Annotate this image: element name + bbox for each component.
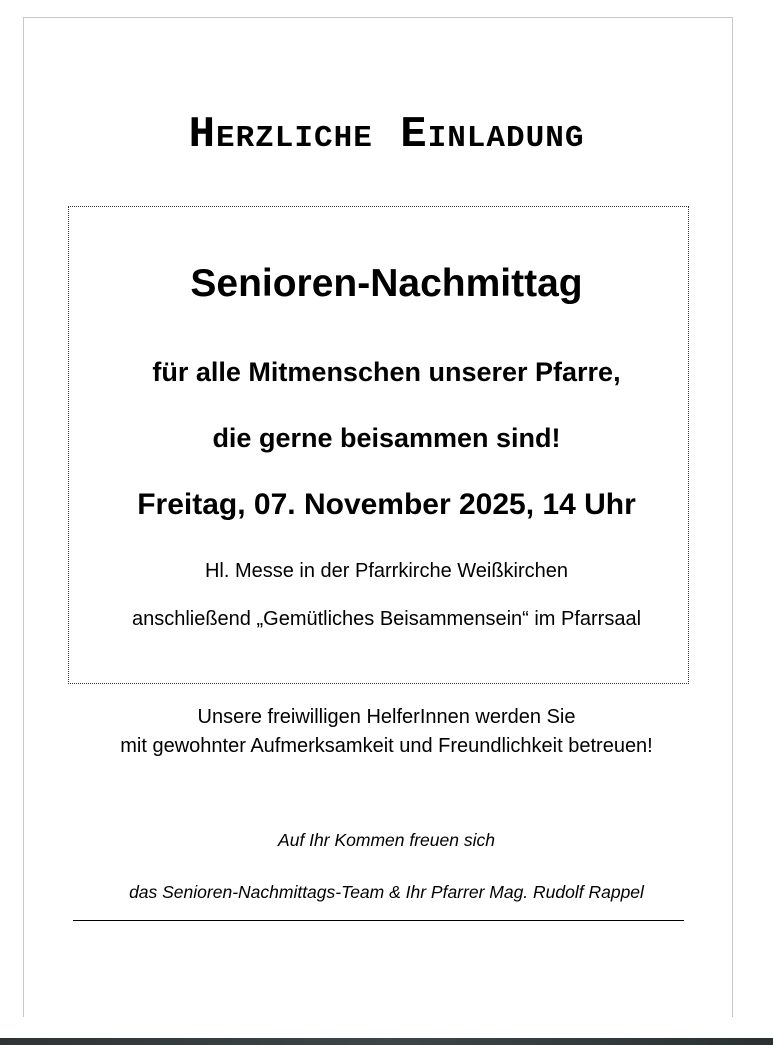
mass-info: Hl. Messe in der Pfarrkirche Weißkirchen	[204, 560, 569, 582]
invitation-heading: Herzliche Einladung	[188, 110, 585, 160]
event-title: Senioren-Nachmittag	[190, 262, 583, 305]
footer-divider	[73, 920, 684, 921]
closing-line: Auf Ihr Kommen freuen sich	[278, 830, 495, 850]
gathering-info: anschließend „Gemütliches Beisammensein“ im Pfarrsaal	[131, 608, 642, 630]
helpers-text-line-1: Unsere freiwilligen HelferInnen werden Sie	[197, 706, 576, 728]
signature-line: das Senioren-Nachmittags-Team & Ihr Pfarrer Mag. Rudolf Rappel	[129, 882, 644, 902]
audience-line-2: die gerne beisammen sind!	[212, 423, 561, 453]
event-date: Freitag, 07. November 2025, 14 Uhr	[137, 488, 636, 521]
window-bottom-edge	[0, 1038, 773, 1045]
helpers-text-line-2: mit gewohnter Aufmerksamkeit und Freundlichkeit betreuen!	[120, 735, 653, 757]
audience-line-1: für alle Mitmenschen unserer Pfarre,	[152, 357, 621, 387]
